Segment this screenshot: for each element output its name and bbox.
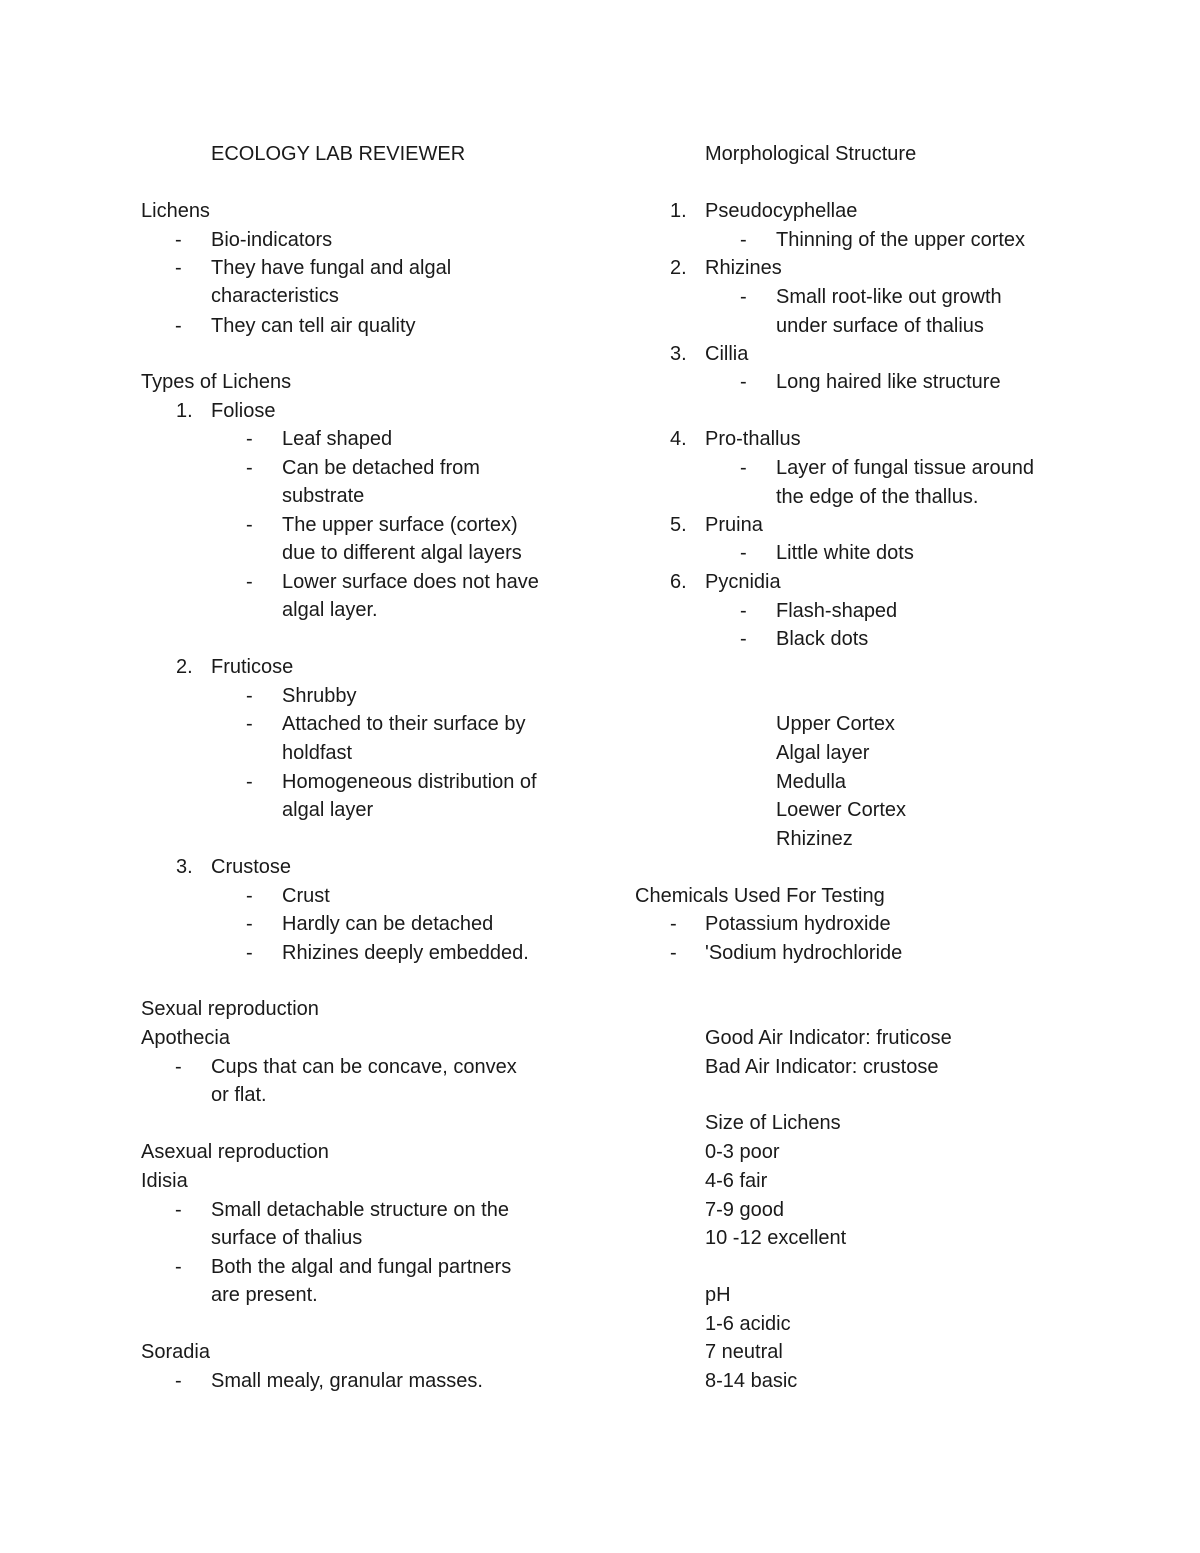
list-item: Thinning of the upper cortex	[776, 229, 1026, 251]
bullet-dash: -	[670, 942, 677, 964]
list-item-continued: algal layer	[282, 799, 374, 821]
list-item: The upper surface (cortex)	[282, 514, 518, 536]
layer-item: Algal layer	[776, 742, 870, 764]
bullet-dash: -	[740, 229, 747, 251]
structure-name: Pro-thallus	[705, 428, 801, 450]
list-item: Homogeneous distribution of	[282, 771, 537, 793]
structure-name: Cillia	[705, 343, 749, 365]
list-item-continued: algal layer.	[282, 599, 378, 621]
bullet-dash: -	[175, 1199, 182, 1221]
layer-item: Upper Cortex	[776, 713, 895, 735]
bullet-dash: -	[175, 315, 182, 337]
structure-name: Pruina	[705, 514, 763, 536]
bullet-dash: -	[246, 457, 253, 479]
size-item: 10 -12 excellent	[705, 1227, 847, 1249]
morph-heading: Morphological Structure	[705, 143, 917, 165]
bullet-dash: -	[246, 713, 253, 735]
bullet-dash: -	[740, 542, 747, 564]
list-number: 3.	[670, 343, 687, 365]
list-item: Small root-like out growth	[776, 286, 1002, 308]
list-number: 6.	[670, 571, 687, 593]
list-item-continued: or flat.	[211, 1084, 267, 1106]
asexual-heading: Asexual reproduction	[141, 1141, 329, 1163]
size-item: 4-6 fair	[705, 1170, 768, 1192]
layer-item: Rhizinez	[776, 828, 853, 850]
list-item-continued: substrate	[282, 485, 365, 507]
list-item: Crust	[282, 885, 330, 907]
layer-item: Loewer Cortex	[776, 799, 907, 821]
apothecia-label: Apothecia	[141, 1027, 230, 1049]
structure-name: Pseudocyphellae	[705, 200, 858, 222]
list-number: 5.	[670, 514, 687, 536]
list-item: They can tell air quality	[211, 315, 416, 337]
page-title: ECOLOGY LAB REVIEWER	[211, 143, 466, 165]
list-item: Both the algal and fungal partners	[211, 1256, 512, 1278]
list-number: 3.	[176, 856, 193, 878]
bullet-dash: -	[246, 885, 253, 907]
list-item: Long haired like structure	[776, 371, 1001, 393]
list-item-continued: are present.	[211, 1284, 318, 1306]
bullet-dash: -	[175, 257, 182, 279]
list-item: Black dots	[776, 628, 869, 650]
list-item: Small mealy, granular masses.	[211, 1370, 483, 1392]
types-heading: Types of Lichens	[141, 371, 292, 393]
lichens-heading: Lichens	[141, 200, 210, 222]
list-number: 4.	[670, 428, 687, 450]
bullet-dash: -	[246, 942, 253, 964]
list-item: Cups that can be concave, convex	[211, 1056, 517, 1078]
bullet-dash: -	[175, 1256, 182, 1278]
list-item: Can be detached from	[282, 457, 480, 479]
size-item: 0-3 poor	[705, 1141, 780, 1163]
list-item-continued: under surface of thalius	[776, 315, 984, 337]
type-name: Crustose	[211, 856, 292, 878]
list-item: Hardly can be detached	[282, 913, 494, 935]
list-number: 2.	[670, 257, 687, 279]
list-item: Flash-shaped	[776, 600, 898, 622]
bullet-dash: -	[246, 428, 253, 450]
good-air-indicator: Good Air Indicator: fruticose	[705, 1027, 952, 1049]
ph-item: 1-6 acidic	[705, 1313, 791, 1335]
list-number: 1.	[670, 200, 687, 222]
list-item-continued: characteristics	[211, 285, 339, 307]
list-item: Little white dots	[776, 542, 914, 564]
bullet-dash: -	[740, 628, 747, 650]
list-item: Bio-indicators	[211, 229, 333, 251]
list-item: Leaf shaped	[282, 428, 393, 450]
list-item: Lower surface does not have	[282, 571, 539, 593]
structure-name: Rhizines	[705, 257, 782, 279]
sexual-heading: Sexual reproduction	[141, 998, 319, 1020]
list-item-continued: the edge of the thallus.	[776, 486, 979, 508]
bullet-dash: -	[670, 913, 677, 935]
ph-heading: pH	[705, 1284, 731, 1306]
bullet-dash: -	[740, 457, 747, 479]
list-number: 1.	[176, 400, 193, 422]
list-item: Layer of fungal tissue around	[776, 457, 1034, 479]
bullet-dash: -	[246, 771, 253, 793]
type-name: Foliose	[211, 400, 276, 422]
bullet-dash: -	[246, 685, 253, 707]
size-heading: Size of Lichens	[705, 1112, 841, 1134]
bullet-dash: -	[740, 600, 747, 622]
bad-air-indicator: Bad Air Indicator: crustose	[705, 1056, 939, 1078]
bullet-dash: -	[175, 1370, 182, 1392]
list-item-continued: due to different algal layers	[282, 542, 522, 564]
chem-heading: Chemicals Used For Testing	[635, 885, 885, 907]
layer-item: Medulla	[776, 771, 847, 793]
list-item-continued: holdfast	[282, 742, 353, 764]
list-item: They have fungal and algal	[211, 257, 452, 279]
soradia-label: Soradia	[141, 1341, 210, 1363]
ph-item: 7 neutral	[705, 1341, 783, 1363]
list-item-continued: surface of thalius	[211, 1227, 363, 1249]
ph-item: 8-14 basic	[705, 1370, 798, 1392]
size-item: 7-9 good	[705, 1199, 784, 1221]
bullet-dash: -	[740, 371, 747, 393]
list-item: Shrubby	[282, 685, 357, 707]
idisia-label: Idisia	[141, 1170, 188, 1192]
bullet-dash: -	[246, 571, 253, 593]
bullet-dash: -	[175, 1056, 182, 1078]
list-item: Rhizines deeply embedded.	[282, 942, 529, 964]
list-item: Small detachable structure on the	[211, 1199, 509, 1221]
bullet-dash: -	[246, 514, 253, 536]
bullet-dash: -	[246, 913, 253, 935]
list-item: 'Sodium hydrochloride	[705, 942, 903, 964]
bullet-dash: -	[175, 229, 182, 251]
list-item: Attached to their surface by	[282, 713, 526, 735]
bullet-dash: -	[740, 286, 747, 308]
list-item: Potassium hydroxide	[705, 913, 891, 935]
type-name: Fruticose	[211, 656, 294, 678]
structure-name: Pycnidia	[705, 571, 781, 593]
list-number: 2.	[176, 656, 193, 678]
